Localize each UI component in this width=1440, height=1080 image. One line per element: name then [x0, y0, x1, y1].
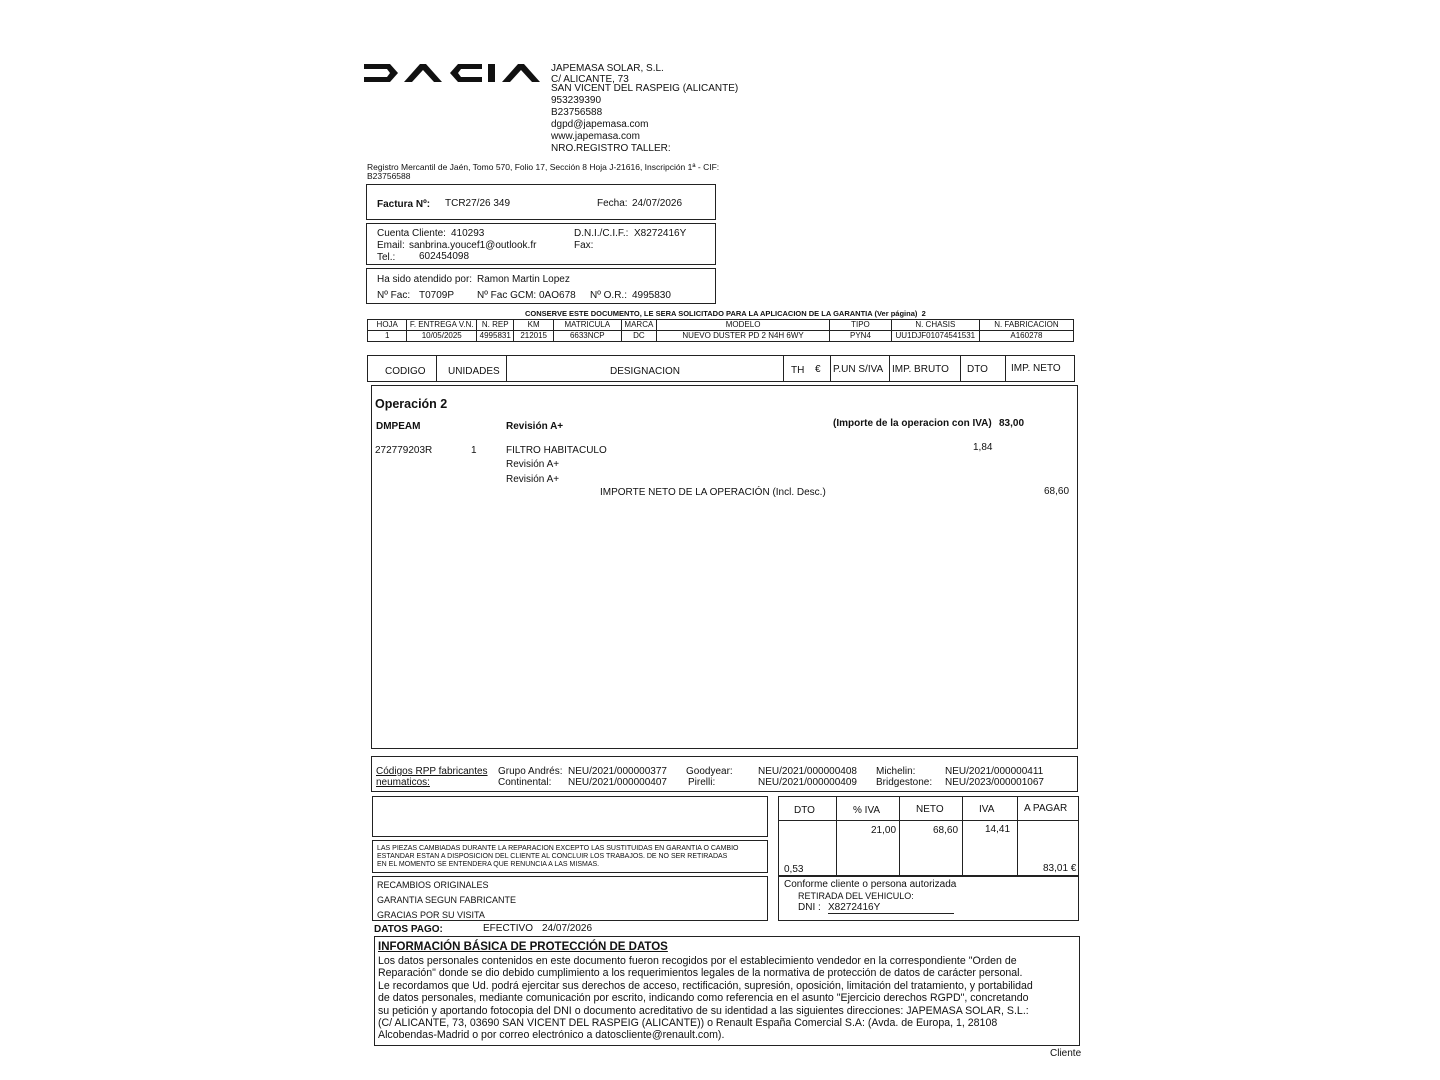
operation-neto: 68,60	[1044, 486, 1070, 497]
rpp-label2: neumaticos:	[376, 777, 430, 788]
note-3: GRACIAS POR SU VISITA	[377, 910, 485, 920]
client-account-label: Cuenta Cliente:	[377, 228, 446, 239]
tot-h-iva: IVA	[979, 804, 995, 815]
invoice-date-label: Fecha:	[597, 198, 628, 209]
note-2: GARANTIA SEGUN FABRICANTE	[377, 895, 517, 905]
gcm-value: 0AO678	[539, 290, 576, 301]
pago-label: DATOS PAGO:	[374, 924, 443, 935]
rpp-c2-0-label: Goodyear:	[686, 766, 733, 777]
company-phone: 953239390	[551, 95, 602, 106]
piezas-line3: EN EL MOMENTO SE ENTENDERA QUE RENUNCIA A LAS MISMAS.	[377, 861, 600, 868]
vv-nrep: 4995831	[477, 331, 514, 342]
note-1: RECAMBIOS ORIGINALES	[377, 880, 489, 890]
privacy-line-2: Reparación" donde se dio debido cumplimiento a los requerimientos legales de la normativa de protección de datos de carácter personal.	[378, 967, 1023, 980]
tot-h-neto: NETO	[916, 804, 944, 815]
vehicle-value-row	[368, 331, 1074, 342]
rpp-box	[371, 756, 1078, 792]
client-tel-label: Tel.:	[377, 252, 396, 263]
vv-marca: DC	[621, 331, 656, 342]
vh-marca: MARCA	[621, 320, 656, 331]
rpp-c2-1-value: NEU/2021/000000409	[758, 777, 857, 788]
col-dto: DTO	[967, 364, 988, 375]
tot-iva: 14,41	[985, 824, 1011, 835]
rpp-c2-0-value: NEU/2021/000000408	[758, 766, 857, 777]
vh-nrep: N. REP	[477, 320, 514, 331]
operation-importe-label: (Importe de la operacion con IVA)	[833, 418, 992, 429]
item-sub1: Revisión A+	[506, 459, 560, 470]
lines-body	[371, 385, 1078, 749]
nfac-label: Nº Fac:	[377, 290, 411, 301]
rpp-c3-0-label: Michelin:	[876, 766, 916, 777]
client-email: sanbrina.youcef1@outlook.fr	[409, 240, 537, 251]
privacy-line-1: Los datos personales contenidos en este documento fueron recogidos por el establecimiento vendedor en la correspondiente "Orden de	[378, 955, 1017, 967]
item-bruto: 1,84	[973, 442, 993, 453]
item-code: 272779203R	[375, 445, 433, 456]
attended-box	[366, 268, 716, 304]
company-registro: NRO.REGISTRO TALLER:	[551, 143, 671, 154]
rpp-c1-1-value: NEU/2021/000000407	[568, 777, 667, 788]
nfac-value: T0709P	[419, 290, 455, 301]
vh-matricula: MATRICULA	[553, 320, 621, 331]
operation-importe: 83,00	[999, 418, 1025, 429]
operation-name: Revisión A+	[506, 421, 564, 432]
vv-hoja: 1	[368, 331, 407, 342]
client-email-label: Email:	[377, 240, 405, 251]
vv-fabricacion: A160278	[979, 331, 1073, 342]
dacia-logo	[364, 62, 542, 84]
company-web: www.japemasa.com	[551, 131, 640, 142]
client-tel: 602454098	[419, 251, 470, 262]
item-sub2: Revisión A+	[506, 474, 560, 485]
company-name: JAPEMASA SOLAR, S.L.	[551, 63, 664, 74]
client-box	[366, 223, 716, 265]
piezas-box	[372, 840, 768, 873]
vh-tipo: TIPO	[830, 320, 892, 331]
tot-dto: 0,53	[784, 864, 804, 875]
item-units: 1	[471, 445, 477, 456]
client-dni: X8272416Y	[634, 228, 687, 239]
totals-box	[778, 796, 1079, 876]
col-euro: €	[815, 364, 821, 375]
privacy-line-7: Alcobendas-Madrid o por correo electrónico a datoscliente@renault.com).	[378, 1029, 725, 1042]
conforme-line2: RETIRADA DEL VEHICULO:	[798, 891, 914, 901]
rpp-c1-1-label: Continental:	[498, 777, 552, 788]
privacy-line-6: (C/ ALICANTE, 73, 03690 SAN VICENT DEL RASPEIG (ALICANTE)) o Renault España Comercial S.A: (Avda. de Europa, 1, 28108	[378, 1017, 998, 1030]
vh-chasis: N. CHASIS	[891, 320, 979, 331]
vv-tipo: PYN4	[830, 331, 892, 342]
operation-code: DMPEAM	[376, 421, 421, 432]
privacy-title: INFORMACIÓN BÁSICA DE PROTECCIÓN DE DATOS	[378, 941, 668, 953]
operation-title: Operación 2	[375, 397, 448, 411]
privacy-line-3: Le recordamos que Ud. podrá ejercitar sus derechos de acceso, rectificación, supresión, oposición, limitación del tratamiento, y portabilidad	[378, 979, 1033, 992]
conforme-line1: Conforme cliente o persona autorizada	[784, 879, 957, 890]
conforme-dni: X8272416Y	[828, 902, 954, 914]
privacy-box	[374, 936, 1080, 1046]
rpp-c1-0-value: NEU/2021/000000377	[568, 766, 667, 777]
company-cif: B23756588	[551, 107, 603, 118]
company-city: SAN VICENT DEL RASPEIG (ALICANTE)	[551, 83, 739, 94]
rpp-c3-1-value: NEU/2023/000001067	[945, 777, 1044, 788]
client-dni-label: D.N.I./C.I.F.:	[574, 228, 629, 239]
client-account: 410293	[451, 228, 485, 239]
company-address: C/ ALICANTE, 73	[551, 74, 629, 85]
col-th: TH	[791, 365, 805, 376]
attended-name: Ramon Martin Lopez	[477, 274, 570, 285]
col-bruto: IMP. BRUTO	[892, 364, 949, 375]
invoice-box	[366, 184, 716, 220]
col-codigo: CODIGO	[385, 366, 426, 377]
invoice-number-label: Factura Nº:	[377, 199, 431, 210]
vh-fentrega: F. ENTREGA V.N.	[407, 320, 477, 331]
vh-km: KM	[514, 320, 553, 331]
notes-box	[372, 876, 768, 921]
operation-neto-label: IMPORTE NETO DE LA OPERACIÓN (Incl. Desc.)	[600, 487, 826, 498]
privacy-line-4: de datos personales, mediante comunicación por escrito, indicando como referencia en el asunto "Ejercicio derechos RGPD", concretando	[378, 992, 1029, 1005]
vv-fentrega: 10/05/2025	[407, 331, 477, 342]
tot-pctiva: 21,00	[871, 825, 897, 836]
vv-matricula: 6633NCP	[553, 331, 621, 342]
invoice-number: TCR27/26 349	[445, 198, 511, 209]
company-email: dgpd@japemasa.com	[551, 119, 649, 130]
columns-header	[367, 355, 1075, 382]
registro-mercantil-line2: B23756588	[367, 171, 411, 181]
pago-date: 24/07/2026	[542, 923, 593, 934]
vehicle-header-row	[368, 320, 1074, 331]
pago-method: EFECTIVO	[483, 923, 534, 934]
piezas-line2: ESTANDAR ESTAN A DISPOSICION DEL CLIENTE AL CONCLUIR LOS TRABAJOS. DE NO SER RETIRADAS	[377, 853, 728, 860]
item-desc: FILTRO HABITACULO	[506, 445, 607, 456]
invoice-date: 24/07/2026	[632, 198, 683, 209]
vh-fabricacion: N. FABRICACION	[979, 320, 1073, 331]
vehicle-table	[367, 319, 1074, 342]
or-label: Nº O.R.:	[590, 290, 627, 301]
vv-modelo: NUEVO DUSTER PD 2 N4H 6WY	[657, 331, 830, 342]
tot-neto: 68,60	[933, 825, 959, 836]
rpp-c1-0-label: Grupo Andrés:	[498, 766, 563, 777]
rpp-c2-1-label: Pirelli:	[688, 777, 716, 788]
vh-hoja: HOJA	[368, 320, 407, 331]
registro-mercantil-line1: Registro Mercantil de Jaén, Tomo 570, Folio 17, Sección 8 Hoja J-21616, Inscripción 1ª - CIF:	[367, 162, 720, 172]
piezas-line1: LAS PIEZAS CAMBIADAS DURANTE LA REPARACION EXCEPTO LAS SUSTITUIDAS EN GARANTIA O CAMBIO	[377, 845, 739, 852]
col-neto: IMP. NETO	[1011, 363, 1061, 374]
blank-box	[372, 796, 768, 837]
privacy-text	[378, 955, 1033, 1042]
privacy-line-5: su petición y aportando fotocopia del DNI o documento acreditativo de su identidad a las siguientes direcciones: JAPEMASA SOLAR, S.L.:	[378, 1004, 1029, 1017]
rpp-c3-1-label: Bridgestone:	[876, 777, 933, 788]
col-unidades: UNIDADES	[448, 366, 500, 377]
client-fax-label: Fax:	[574, 240, 594, 251]
tot-h-dto: DTO	[794, 805, 815, 816]
rpp-label1: Códigos RPP fabricantes	[376, 766, 488, 777]
attended-label: Ha sido atendido por:	[377, 274, 473, 285]
conforme-dni-label: DNI :	[798, 902, 821, 913]
vv-km: 212015	[514, 331, 553, 342]
footer-copy: Cliente	[1050, 1048, 1082, 1059]
tot-h-pctiva: % IVA	[853, 805, 881, 816]
col-pun: P.UN S/IVA	[833, 364, 884, 375]
tot-h-apagar: A PAGAR	[1024, 803, 1068, 814]
or-value: 4995830	[632, 290, 671, 301]
col-designacion: DESIGNACION	[610, 366, 681, 377]
gcm-label: Nº Fac GCM:	[477, 290, 537, 301]
rpp-c3-0-value: NEU/2021/000000411	[945, 766, 1044, 777]
conforme-box	[778, 876, 1079, 921]
tot-apagar: 83,01 €	[1043, 863, 1077, 874]
conserve-notice: CONSERVE ESTE DOCUMENTO, LE SERA SOLICITADO PARA LA APLICACION DE LA GARANTIA (Ver página) 2	[525, 309, 926, 318]
vh-modelo: MODELO	[657, 320, 830, 331]
vv-chasis: UU1DJF01074541531	[891, 331, 979, 342]
